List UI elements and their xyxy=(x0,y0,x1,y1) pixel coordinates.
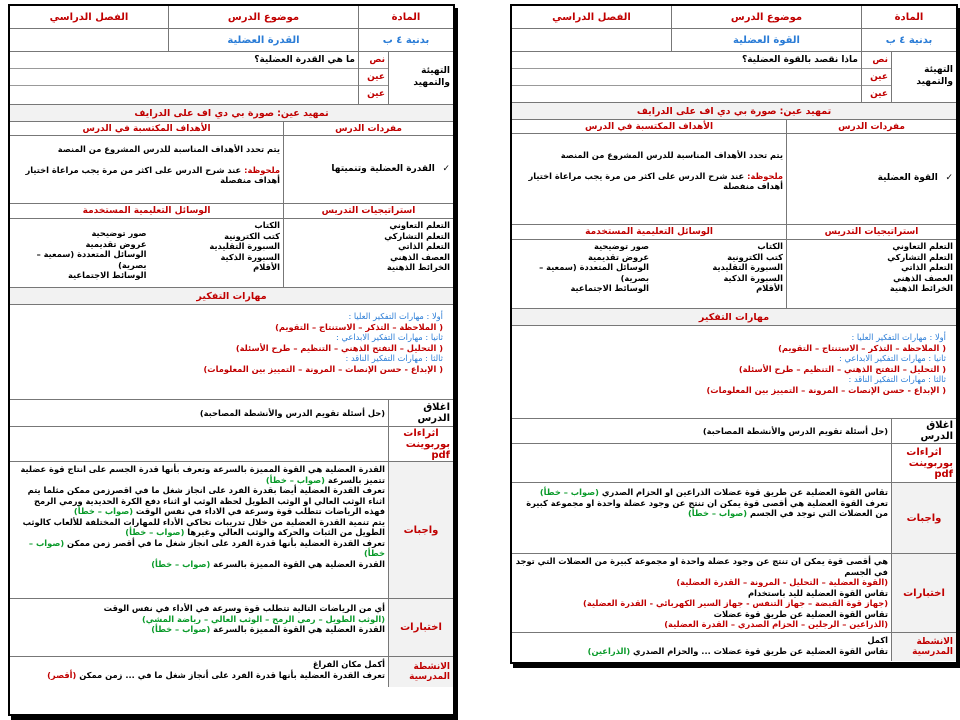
closing-row xyxy=(512,419,956,444)
vocab-objectives-header xyxy=(10,122,453,136)
note-label: ملحوظة: xyxy=(244,164,280,175)
thinking-second: ثانيا : مهارات التفكير الابداعي : xyxy=(839,353,946,364)
closing-label: اغلاق الدرس xyxy=(388,400,453,426)
strategies-tools-row xyxy=(512,240,956,309)
vocab-value: القدرة العضلية وتنميتها xyxy=(331,163,435,174)
eye-label-2: عين xyxy=(367,89,385,99)
thinking-first: أولا : مهارات التفكير العليا : xyxy=(348,311,443,321)
header-values-row xyxy=(512,29,956,52)
homework-row xyxy=(512,483,956,554)
enrichment-label-2: بوربوينت pdf xyxy=(908,457,953,480)
warmup-label: التهيئة والتمهيد xyxy=(388,52,453,104)
text-label: نص xyxy=(862,52,891,69)
warmup-question: ما هي القدرة العضلية؟ xyxy=(10,52,358,69)
header-row xyxy=(10,6,453,29)
enrichment-row xyxy=(10,427,453,462)
vocab-value: القوة العضلية xyxy=(877,173,938,184)
preface-text: صورة بي دي اف على الدرايف xyxy=(636,105,777,117)
check-icon: ✓ xyxy=(945,173,953,184)
enrichment-label-2: بوربوينت pdf xyxy=(405,438,450,461)
tools-list: الكتاب كتب الكترونية السبورة التقليدية السبورة الذكية الأقلام صور توضيحية عروض تقديمية الوسائل المتعددة (سمعية – بصرية) الوسائط الاجتماعية xyxy=(539,241,783,294)
preface-text: صورة بي دي اف على الدرايف xyxy=(134,107,275,119)
subject-header: المادة xyxy=(861,6,956,28)
activities-row xyxy=(512,633,956,661)
strategies-header: استراتيجيات التدريس xyxy=(786,225,956,239)
semester-value xyxy=(512,29,671,51)
warmup-label: التهيئة والتمهيد xyxy=(891,52,956,102)
header-row xyxy=(512,6,956,29)
thinking-row xyxy=(10,305,453,400)
check-icon: ✓ xyxy=(442,163,450,174)
thinking-third: ثالثا : مهارات التفكير الناقد : xyxy=(345,353,443,364)
thinking-second: ثانيا : مهارات التفكير الابداعي : xyxy=(336,332,443,343)
enrichment-row xyxy=(512,444,956,483)
semester-header: الفصل الدراسي xyxy=(49,11,129,23)
eye-label-1: عين xyxy=(359,69,388,86)
objectives-header: الأهداف المكتسبة في الدرس xyxy=(584,121,714,132)
preface-label: تمهيد عين: xyxy=(277,107,329,119)
preface-row xyxy=(10,105,453,122)
tools-list: الكتاب كتب الكترونية السبورة التقليدية السبورة الذكية الأقلام صور توضيحية عروض تقديمية الوسائل المتعددة (سمعية – بصرية) الوسائط الاجتماعية xyxy=(36,220,280,281)
homework-list: تقاس القوة العضلية عن طريق قوة عضلات الذراعين او الحزام الصدري (صواب – خطأ) تعرف القوة العضلية هي أقصى قوة يمكن ان تنتج عن وجود عضلة واحدة او مجموعة كبيرة من العضلات التي توجد في الجسم (صواب – خطأ) xyxy=(526,487,888,519)
enrichment-label: اثراءات xyxy=(906,446,942,458)
thinking-row xyxy=(512,326,956,419)
thinking-third-items: ( الإبداع - حسن الإنصات – المرونة – التمييز بين المعلومات) xyxy=(706,384,946,395)
thinking-first-items: ( الملاحظة – التذكر – الاستنتاج – التقويم) xyxy=(275,321,443,332)
preface-row xyxy=(512,103,956,120)
note-text: عند شرح الدرس على اكثر من مرة يجب مراعاة اختيار xyxy=(528,170,745,181)
note-text-2: أهداف منفصلة xyxy=(220,175,280,186)
activities-label: الانشطة المدرسية xyxy=(388,657,453,687)
tests-row xyxy=(10,599,453,657)
lesson-plan-page-muscular-power xyxy=(8,4,455,716)
homework-label: واجبات xyxy=(388,462,453,598)
thinking-header: مهارات التفكير xyxy=(196,290,267,302)
tests-label: اختبارات xyxy=(388,599,453,656)
strategies-header: استراتيجيات التدريس xyxy=(283,204,453,218)
thinking-third-items: ( الإبداع - حسن الإنصات – المرونة – التمييز بين المعلومات) xyxy=(203,363,443,374)
activities-label: الانشطة المدرسية xyxy=(891,633,956,661)
preface-label: تمهيد عين: xyxy=(779,105,832,117)
thinking-first-items: ( الملاحظة – التذكر – الاستنتاج – التقويم) xyxy=(778,342,946,353)
vocab-objectives-row xyxy=(512,134,956,225)
activities-row xyxy=(10,657,453,687)
vocab-header: مفردات الدرس xyxy=(283,122,453,135)
thinking-header: مهارات التفكير xyxy=(698,311,770,323)
subject-header: المادة xyxy=(358,6,453,28)
warmup-row xyxy=(512,52,956,103)
topic-value: القدرة العضلية xyxy=(168,29,358,51)
vocab-objectives-header xyxy=(512,120,956,134)
closing-text: (حل أسئلة تقويم الدرس والأنشطة المصاحبة) xyxy=(199,407,385,418)
strategies-list: التعلم التعاوني التعلم التشاركي التعلم الذاتي العصف الذهني الخرائط الذهنية xyxy=(283,219,453,287)
objectives-header: الأهداف المكتسبة في الدرس xyxy=(82,123,211,134)
strategies-list: التعلم التعاوني التعلم التشاركي التعلم الذاتي العصف الذهني الخرائط الذهنية xyxy=(786,240,956,308)
grade-value: بدنية ٤ ب xyxy=(861,29,956,51)
thinking-header-row xyxy=(10,288,453,305)
note-label: ملحوظة: xyxy=(747,170,783,181)
tests-list: هي أقصى قوة يمكن ان تنتج عن وجود عضلة واحدة او مجموعة كبيرة من العضلات التي توجد في الجسم (القوة العضلية – التحليل - المرونة – القدرة العضلية) تقاس القوة العضلية لليد باستخدام (جهاز قوة القبضة – جهاز التنفس - جهاز السير الكهربائي - القدرة العضلية) تقاس القوة العضلية عن طريق قوة عضلات (الذراعين – الرجلين – الحزام الصدري – القدرة العضلية) xyxy=(515,556,888,630)
eye-label-1: عين xyxy=(862,69,891,86)
grade-value: بدنية ٤ ب xyxy=(358,29,453,51)
activities-content: اكمل تقاس القوة العضلية عن طريق قوة عضلات ... والحزام الصدري (الذراعين) xyxy=(587,635,888,656)
topic-value: القوة العضلية xyxy=(671,29,861,51)
topic-header: موضوع الدرس xyxy=(168,6,358,28)
thinking-first: أولا : مهارات التفكير العليا : xyxy=(851,332,946,342)
semester-header: الفصل الدراسي xyxy=(552,11,631,23)
homework-row xyxy=(10,462,453,599)
homework-list: القدرة العضلية هي القوة المميزة بالسرعة وتعرف بأنها قدرة الجسم على انتاج قوة عضلية تتميز بالسرعة (صواب – خطأ) تعرف القدرة العضلية أيضا بقدرة الفرد على انجاز شغل ما في اقصرزمن ممكن مثلما يتم اثناء الوثب العالي او الوثب الطويل لحظة الوثب او اثناء دفع الكرة الحديدية ورمي الرمح فهذه الرياضات تتطلب قوة وسرعة في الاداء في نفس الوقت (صواب – خطأ) يتم تنمية القدرة العضلية من خلال تدريبات تحاكي الأداء للمهارات المختلفة للألعاب كالوثب الطويل من الثبات والحركة والوثب العالي وغيرها (صواب – خطأ) تعرف القدرة العضلية بأنها قدرة الفرد على انجاز شغل ما في أقصر زمن ممكن (صواب – خطأ) القدرة العضلية هي القوة المميزة بالسرعة (صواب – خطأ) xyxy=(20,464,385,569)
tools-header: الوسائل التعليمية المستخدمة xyxy=(82,206,211,216)
enrichment-label: اثراءات xyxy=(403,427,439,439)
thinking-second-items: ( التحليل – التفتح الذهني – التنظيم – طرح الأسئلة) xyxy=(738,363,946,374)
tests-label: اختبارات xyxy=(891,554,956,632)
lesson-plan-page-muscular-strength xyxy=(510,4,958,664)
closing-label: اغلاق الدرس xyxy=(891,419,956,443)
tests-list: أي من الرياضات التالية تتطلب قوة وسرعة في الأداء في نفس الوقت (الوثب الطويل – رمي الرمح – الوثب العالي – رياضة المشي) القدرة العضلية هي القوة المميزة بالسرعة (صواب – خطأ) xyxy=(103,603,385,635)
warmup-question: ماذا نقصد بالقوة العضلية؟ xyxy=(512,52,861,69)
warmup-row xyxy=(10,52,453,105)
thinking-third: ثالثا : مهارات التفكير الناقد : xyxy=(848,374,946,385)
strategies-tools-row xyxy=(10,219,453,288)
objectives-line: يتم تحدد الأهداف المناسبة للدرس المشروع من المنصة xyxy=(57,144,280,154)
semester-value xyxy=(10,29,168,51)
tests-row xyxy=(512,554,956,633)
note-text-2: أهداف منفصلة xyxy=(723,181,783,192)
thinking-second-items: ( التحليل – التفتح الذهني – التنظيم – طرح الأسئلة) xyxy=(235,342,443,353)
strategies-tools-header xyxy=(10,204,453,219)
topic-header: موضوع الدرس xyxy=(671,6,861,28)
closing-text: (حل أسئلة تقويم الدرس والأنشطة المصاحبة) xyxy=(702,425,888,436)
activities-content: أكمل مكان الفراغ تعرف القدرة العضلية بأنها قدرة الفرد على أنجاز شغل ما في ... زمن ممكن (أقصر) xyxy=(47,659,385,680)
eye-label-2: عين xyxy=(870,89,888,99)
vocab-objectives-row xyxy=(10,136,453,204)
strategies-tools-header xyxy=(512,225,956,240)
tools-header: الوسائل التعليمية المستخدمة xyxy=(585,227,713,237)
thinking-header-row xyxy=(512,309,956,326)
homework-label: واجبات xyxy=(891,483,956,553)
objectives-line: يتم تحدد الأهداف المناسبة للدرس المشروع من المنصة xyxy=(560,150,783,160)
closing-row xyxy=(10,400,453,427)
text-label: نص xyxy=(359,52,388,69)
note-text: عند شرح الدرس على اكثر من مرة يجب مراعاة اختيار xyxy=(25,164,242,175)
header-values-row xyxy=(10,29,453,52)
vocab-header: مفردات الدرس xyxy=(786,120,956,133)
